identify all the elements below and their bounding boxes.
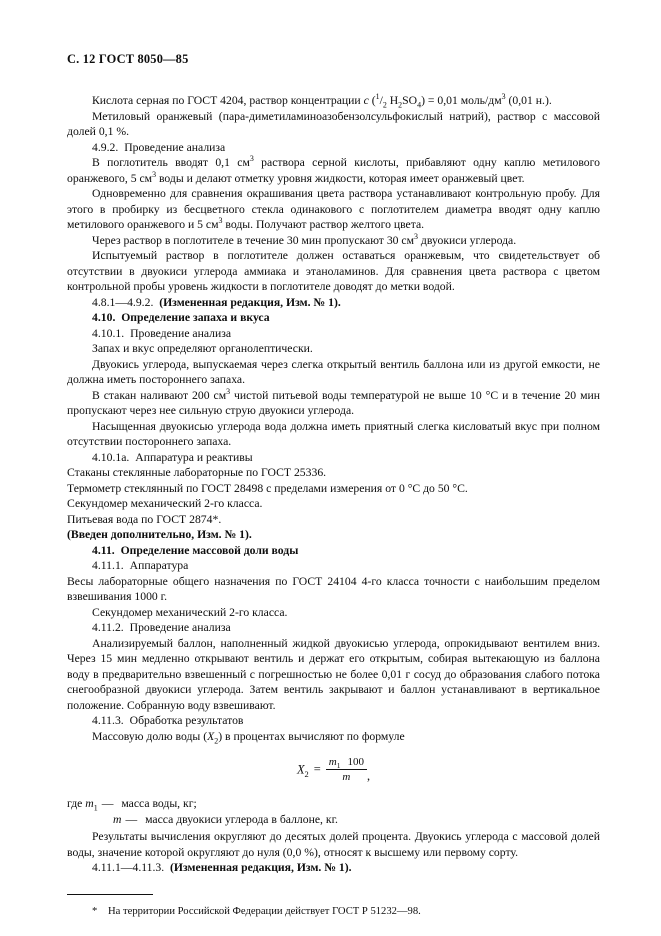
- text-492-p1-sup2: 3: [152, 169, 157, 179]
- text-4101-p3-sup: 3: [226, 386, 231, 396]
- text-492-p2b: воды. Получают раствор желтого цвета.: [222, 218, 425, 231]
- paragraph-4-10-1-taste: Насыщенная двуокисью углерода вода должна иметь приятный слегка кисловатый вкус при полном отсутствии постороннего запаха.: [67, 419, 600, 448]
- text-acid-open-paren: (: [368, 94, 376, 107]
- formula-numerator-subscript: 1: [336, 761, 341, 771]
- heading-4-11-3: [67, 713, 600, 729]
- where-symbol-m1-subscript: 1: [93, 803, 98, 813]
- formula-trailing-comma: ,: [366, 769, 371, 783]
- text-acid-so: SO: [402, 94, 418, 107]
- list-item-drinking-water: Питьевая вода по ГОСТ 2874*.: [67, 512, 222, 526]
- text-4101-p3b: чистой питьевой воды температурой не выше 10 °С и в течение 20 мин пропускают через нее сильную струю двуокиси углерода.: [67, 388, 600, 417]
- text-492-p2a: Одновременно для сравнения окрашивания цвета раствора устанавливают контрольную пробу. Для этого в пробирку из бесцветного стекла одинакового с поглотителем диаметра вводят одну каплю метилового оранжевого и 5 см: [67, 187, 600, 231]
- list-item-balance: Весы лабораторные общего назначения по ГОСТ 24104 4-го класса точности с наибольшим пределом взвешивания 1000 г.: [67, 574, 600, 603]
- text-492-p1-sup1: 3: [249, 154, 254, 164]
- list-item-thermometer: Термометр стеклянный по ГОСТ 28498 с пределами измерения от 0 °С до 50 °С.: [67, 481, 468, 495]
- formula-water-mass-fraction: [67, 757, 600, 784]
- amendment-text-481-492: (Измененная редакция, Изм. № 1).: [159, 295, 341, 309]
- clause-title-4-10: Определение запаха и вкуса: [121, 311, 270, 324]
- text-492-p1c: воды и делают отметку уровня жидкости, которая имеет оранжевый цвет.: [156, 171, 525, 185]
- clause-number-4-11-1: 4.11.1.: [92, 559, 124, 572]
- clause-title-4-11-3: Обработка результатов: [129, 714, 244, 727]
- list-item-stopwatch-4101a: Секундомер механический 2-го класса.: [67, 497, 263, 510]
- heading-4-11-1: [67, 558, 600, 574]
- text-492-p1b: раствора серной кислоты, прибавляют одну каплю метилового оранжевого, 5 см: [67, 156, 600, 185]
- formula-numerator: [326, 756, 367, 770]
- text-acid-prefix: Кислота серная по ГОСТ 4204, раствор концентрации: [92, 94, 364, 107]
- text-492-p3-sup: 3: [414, 231, 418, 241]
- where-line-m1: [67, 796, 600, 812]
- where-symbol-m: m: [113, 812, 122, 826]
- paragraph-4-9-2-procedure-1: [67, 155, 600, 186]
- text-4101-p3a: В стакан наливают 200 см: [92, 388, 227, 402]
- text-acid-frac-numerator: 1: [375, 92, 380, 102]
- heading-4-9-2: [67, 140, 600, 156]
- clause-title-4-11: Определение массовой доли воды: [120, 543, 299, 557]
- paragraph-methyl-orange: Метиловый оранжевый (пара-диметиламиноазобензолсульфокислый натрий), раствор с массовой долей 0,1 %.: [67, 109, 600, 138]
- clause-title-4-10-1: Проведение анализа: [130, 326, 232, 340]
- heading-4-11-2: [67, 620, 600, 636]
- paragraph-4-11-3-intro: [67, 729, 600, 745]
- paragraph-4-9-2-control-sample: [67, 186, 600, 233]
- text-acid-o-count: 4: [417, 100, 422, 110]
- formula-equals-sign: =: [313, 762, 321, 777]
- text-4113-variable-sub: 2: [214, 735, 219, 745]
- formula-numerator-factor: 100: [347, 756, 364, 768]
- text-492-p1a: В поглотитель вводят 0,1 см: [92, 156, 250, 169]
- footnote-text: [67, 905, 600, 919]
- heading-4-10-1a: [67, 450, 600, 466]
- where-line-m: [67, 812, 600, 828]
- clause-title-4-11-2: Проведение анализа: [129, 621, 231, 634]
- clause-title-4-11-1: Аппаратура: [129, 559, 189, 572]
- amendment-range-4111-4113: 4.11.1—4.11.3.: [92, 861, 165, 874]
- amendment-note-4-11-1-4-11-3: [67, 860, 600, 876]
- formula-lhs-subscript: 2: [304, 768, 309, 779]
- heading-4-10: [67, 310, 600, 326]
- amendment-text-4111-4113: (Измененная редакция, Изм. № 1).: [170, 861, 352, 874]
- paragraph-4-10-1-odour: Двуокись углерода, выпускаемая через слегка открытый вентиль баллона или из другой емкости, не должна иметь постороннего запаха.: [67, 357, 600, 386]
- clause-number-4-9-2: 4.9.2.: [92, 140, 119, 154]
- clause-number-4-11: 4.11.: [92, 543, 115, 557]
- where-definition-m: масса двуокиси углерода в баллоне, кг.: [145, 812, 338, 826]
- text-acid-h-count: 2: [398, 100, 403, 110]
- footnote-marker: *: [92, 905, 98, 917]
- paragraph-4-11-2-procedure: Анализируемый баллон, наполненный жидкой двуокисью углерода, опрокидывают вентилем вниз. Через 15 мин медленно открывают вентиль и держат его открытым, собирая вытекающую из баллона воду в предварительно взвешенный с погрешностью не более 0,01 г сосуд до образования слабого потока снегообразной двуокиси углерода. Затем вентиль закрывают и баллон устанавливают в вертикальное положение. Собранную воду взвешивают.: [67, 636, 600, 712]
- text-acid-normality: (0,01 н.).: [505, 94, 552, 107]
- text-4113-p1b: ) в процентах вычисляют по формуле: [218, 729, 405, 743]
- text-492-p3a: Через раствор в поглотителе в течение 30 мин пропускают 30 см: [92, 233, 415, 247]
- clause-title-4-10-1a: Аппаратура и реактивы: [135, 450, 253, 464]
- clause-number-4-10-1a: 4.10.1а.: [92, 450, 130, 464]
- formula-expression: [297, 757, 370, 784]
- text-492-p2-sup: 3: [218, 216, 223, 226]
- paragraph-4-9-2-gas-pass: [67, 233, 600, 249]
- where-dash-m: —: [125, 812, 138, 826]
- text-acid-unit-exponent: 3: [501, 92, 506, 102]
- heading-4-11: [67, 543, 600, 559]
- text-4113-variable: X: [207, 729, 215, 743]
- formula-fraction: [326, 756, 367, 783]
- paragraph-4-10-1-organoleptic: Запах и вкус определяют органолептически.: [92, 342, 313, 355]
- paragraph-4-10-1-water-test: [67, 388, 600, 419]
- paragraph-sulfuric-acid: Кислота серная по ГОСТ 4204, раствор концентрации c ($^1/_2$ $H_2SO_4) = 0,01$ моль/$дм^3$ (0,01 н.).: [92, 92, 552, 110]
- list-item-stopwatch-4111: Секундомер механический 2-го класса.: [92, 605, 288, 619]
- text-acid-h: H: [386, 94, 399, 107]
- text-4113-p1a: Массовую долю воды (: [92, 729, 208, 743]
- amendment-note-4-8-1-4-9-2: [67, 295, 600, 311]
- amendment-range-481-492: 4.8.1—4.9.2.: [92, 295, 154, 309]
- where-lead-word: где: [67, 797, 83, 810]
- formula-denominator: m: [342, 771, 351, 783]
- where-definition-m1: масса воды, кг;: [121, 797, 197, 810]
- clause-title-4-9-2: Проведение анализа: [124, 140, 226, 154]
- text-acid-frac-denominator: 2: [382, 100, 387, 110]
- formula-lhs-variable: X: [296, 762, 305, 777]
- page-header: С. 12 ГОСТ 8050—85: [67, 52, 189, 66]
- list-item-beakers: Стаканы стеклянные лабораторные по ГОСТ 25336.: [67, 466, 327, 479]
- paragraph-4-11-3-rounding: Результаты вычисления округляют до десятых долей процента. Двуокись углерода с массовой долей воды, значение которой округляют до нуля (0,0 %), относят к высшему или первому сорту.: [67, 830, 600, 859]
- footnote-separator: [67, 894, 153, 895]
- heading-4-10-1: [67, 326, 600, 342]
- paragraph-4-9-2-result: Испытуемый раствор в поглотителе должен оставаться оранжевым, что свидетельствует об отсутствии в двуокиси углерода аммиака и этаноламинов. Для сравнения цвета раствора с цветом контрольной пробы уровень жидкости в поглотителе доводят до метки водой.: [67, 249, 600, 293]
- footnote-content: На территории Российской Федерации действует ГОСТ Р 51232—98.: [108, 905, 421, 917]
- formula-numerator-variable: m: [328, 756, 337, 768]
- clause-number-4-10-1: 4.10.1.: [92, 326, 125, 340]
- clause-number-4-11-3: 4.11.3.: [92, 714, 124, 727]
- text-492-p3b: двуокиси углерода.: [417, 233, 517, 247]
- clause-number-4-11-2: 4.11.2.: [92, 621, 124, 634]
- amendment-note-4-10-1a: (Введен дополнительно, Изм. № 1).: [67, 528, 252, 541]
- text-acid-c-symbol: c: [363, 94, 369, 107]
- text-acid-concentration: ) = 0,01 моль/дм: [421, 94, 502, 107]
- clause-number-4-10: 4.10.: [92, 311, 116, 324]
- where-dash-m1: —: [101, 797, 114, 810]
- where-symbol-m1: m: [85, 797, 94, 810]
